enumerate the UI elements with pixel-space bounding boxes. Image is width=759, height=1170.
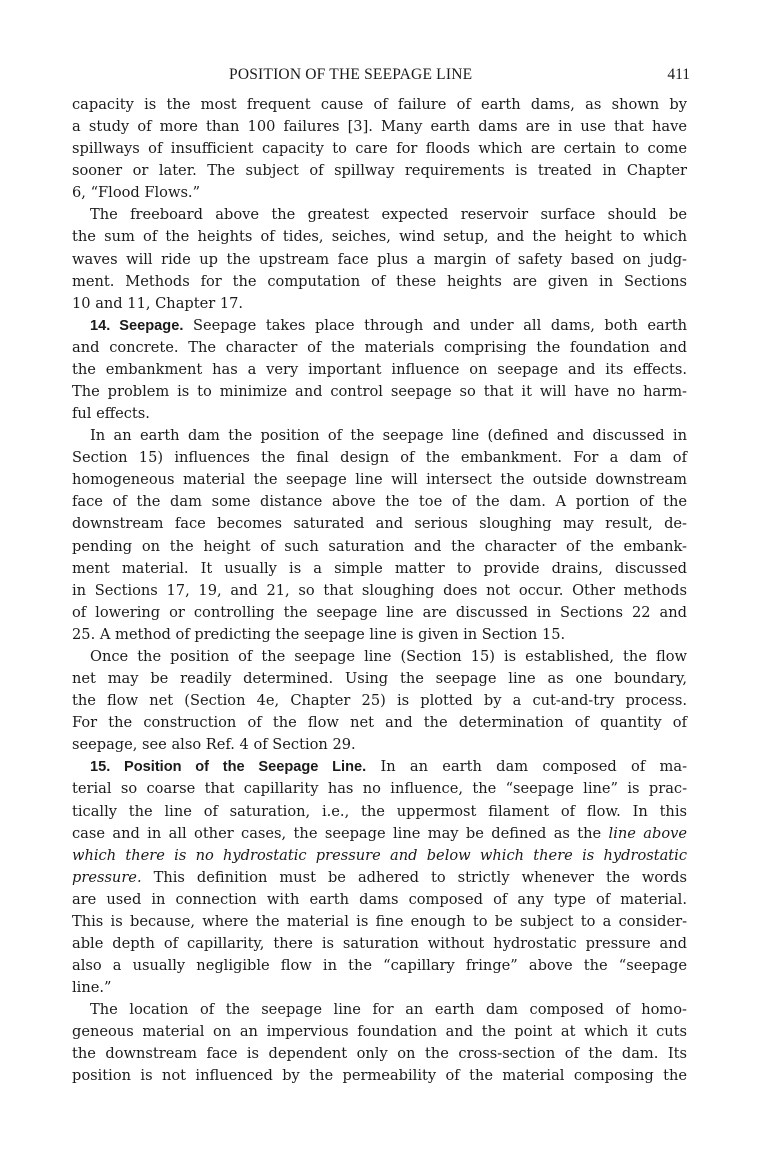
line-text: geneous material on an impervious foundation and the point at which it cuts xyxy=(72,1023,687,1041)
line-text: the embankment has a very important influence on seepage and its effects. xyxy=(72,360,687,378)
line-text: The location of the seepage line for an earth dam composed of homo- xyxy=(90,1001,687,1019)
line-text: in Sections 17, 19, and 21, so that sloughing does not occur. Other methods xyxy=(72,581,687,599)
line-text: are used in connection with earth dams composed of any type of material. xyxy=(72,890,687,908)
page-number: 411 xyxy=(667,66,690,83)
line-text: and concrete. The character of the materials comprising the foundation and xyxy=(72,338,687,356)
text-line xyxy=(72,249,687,271)
line-text: This definition must be adhered to strictly whenever the words xyxy=(141,868,687,886)
line-text: ment. Methods for the computation of these heights are given in Sections xyxy=(72,272,687,290)
line-text: line.” xyxy=(72,979,112,997)
line-text: Once the position of the seepage line (Section 15) is established, the flow xyxy=(90,647,687,665)
text-line xyxy=(72,690,687,712)
line-text: terial so coarse that capillarity has no influence, the “seepage line” is prac- xyxy=(72,780,687,798)
text-line xyxy=(72,204,687,226)
line-text: 6, “Flood Flows.” xyxy=(72,184,201,202)
line-text: In an earth dam the position of the seepage line (defined and discussed in xyxy=(90,427,687,445)
text-line xyxy=(72,801,687,823)
text-line xyxy=(72,425,687,447)
emphasis-text: pressure. xyxy=(72,868,142,886)
text-line xyxy=(72,293,687,315)
text-line xyxy=(72,756,687,778)
line-text: In an earth dam composed of ma- xyxy=(366,758,687,776)
line-text: the downstream face is dependent only on the cross-section of the dam. Its xyxy=(72,1045,687,1063)
text-line xyxy=(72,889,687,911)
running-header xyxy=(72,66,690,88)
line-text: case and in all other cases, the seepage line may be defined as the xyxy=(72,824,609,842)
text-line xyxy=(72,646,687,668)
text-line xyxy=(72,491,687,513)
text-line xyxy=(72,999,687,1021)
line-text: able depth of capillarity, there is saturation without hydrostatic pressure and xyxy=(72,934,687,952)
text-line xyxy=(72,271,687,293)
line-text: tically the line of saturation, i.e., the uppermost filament of flow. In this xyxy=(72,802,687,820)
text-line xyxy=(72,315,687,337)
line-text: Section 15) influences the final design of the embankment. For a dam of xyxy=(72,449,687,467)
line-text: the sum of the heights of tides, seiches, wind setup, and the height to which xyxy=(72,228,687,246)
text-line xyxy=(72,734,687,756)
line-text: homogeneous material the seepage line will intersect the outside downstream xyxy=(72,471,687,489)
line-text: Seepage takes place through and under all dams, both earth xyxy=(183,316,687,334)
line-text: 25. A method of predicting the seepage line is given in Section 15. xyxy=(72,625,566,643)
text-line xyxy=(72,226,687,248)
text-line xyxy=(72,381,687,403)
text-line xyxy=(72,469,687,491)
text-line xyxy=(72,536,687,558)
line-text: face of the dam some distance above the toe of the dam. A portion of the xyxy=(72,493,687,511)
text-line xyxy=(72,911,687,933)
text-line xyxy=(72,403,687,425)
line-text: also a usually negligible flow in the “capillary fringe” above the “seepage xyxy=(72,957,687,975)
emphasis-text: which there is no hydrostatic pressure and below which there is hydrostatic xyxy=(72,846,687,864)
section-heading: 14. Seepage. xyxy=(90,317,184,334)
text-line xyxy=(72,823,687,845)
line-text: net may be readily determined. Using the seepage line as one boundary, xyxy=(72,670,687,688)
emphasis-text: line above xyxy=(608,824,687,842)
text-line xyxy=(72,1021,687,1043)
text-line xyxy=(72,624,687,646)
text-line xyxy=(72,138,687,160)
line-text: capacity is the most frequent cause of failure of earth dams, as shown by xyxy=(72,96,687,113)
line-text: sooner or later. The subject of spillway requirements is treated in Chapter xyxy=(72,162,687,180)
line-text: ful effects. xyxy=(72,405,150,423)
line-text: The problem is to minimize and control seepage so that it will have no harm- xyxy=(72,383,687,401)
text-line xyxy=(72,580,687,602)
line-text: of lowering or controlling the seepage line are discussed in Sections 22 and xyxy=(72,603,687,621)
text-line xyxy=(72,160,687,182)
text-line xyxy=(72,602,687,624)
text-line xyxy=(72,116,687,138)
text-line xyxy=(72,933,687,955)
text-line xyxy=(72,513,687,535)
text-line xyxy=(72,94,687,116)
text-line xyxy=(72,845,687,867)
text-line xyxy=(72,359,687,381)
text-line xyxy=(72,337,687,359)
line-text: the flow net (Section 4e, Chapter 25) is plotted by a cut-and-try process. xyxy=(72,692,687,710)
running-title: POSITION OF THE SEEPAGE LINE xyxy=(229,66,473,83)
text-line xyxy=(72,867,687,889)
text-line xyxy=(72,447,687,469)
line-text: ment material. It usually is a simple matter to provide drains, discussed xyxy=(72,559,687,577)
line-text: This is because, where the material is fine enough to be subject to a consider- xyxy=(72,912,687,930)
text-line xyxy=(72,1065,687,1087)
line-text: pending on the height of such saturation and the character of the embank- xyxy=(72,537,687,555)
line-text: 10 and 11, Chapter 17. xyxy=(72,294,244,312)
section-heading: 15. Position of the Seepage Line. xyxy=(90,759,367,776)
text-line xyxy=(72,977,687,999)
text-line xyxy=(72,182,687,204)
line-text: spillways of insufficient capacity to care for floods which are certain to come xyxy=(72,140,687,158)
text-line xyxy=(72,778,687,800)
text-line xyxy=(72,712,687,734)
line-text: downstream face becomes saturated and serious sloughing may result, de- xyxy=(72,515,687,533)
text-line xyxy=(72,955,687,977)
text-line xyxy=(72,668,687,690)
body-text xyxy=(72,94,687,1088)
line-text: For the construction of the flow net and the determination of quantity of xyxy=(72,714,687,732)
line-text: waves will ride up the upstream face plus a margin of safety based on judg- xyxy=(72,250,687,268)
line-text: seepage, see also Ref. 4 of Section 29. xyxy=(72,736,356,754)
text-line xyxy=(72,1043,687,1065)
line-text: position is not influenced by the permeability of the material composing the xyxy=(72,1067,687,1085)
text-line xyxy=(72,558,687,580)
line-text: The freeboard above the greatest expected reservoir surface should be xyxy=(90,206,687,224)
line-text: a study of more than 100 failures [3]. Many earth dams are in use that have xyxy=(72,118,687,136)
